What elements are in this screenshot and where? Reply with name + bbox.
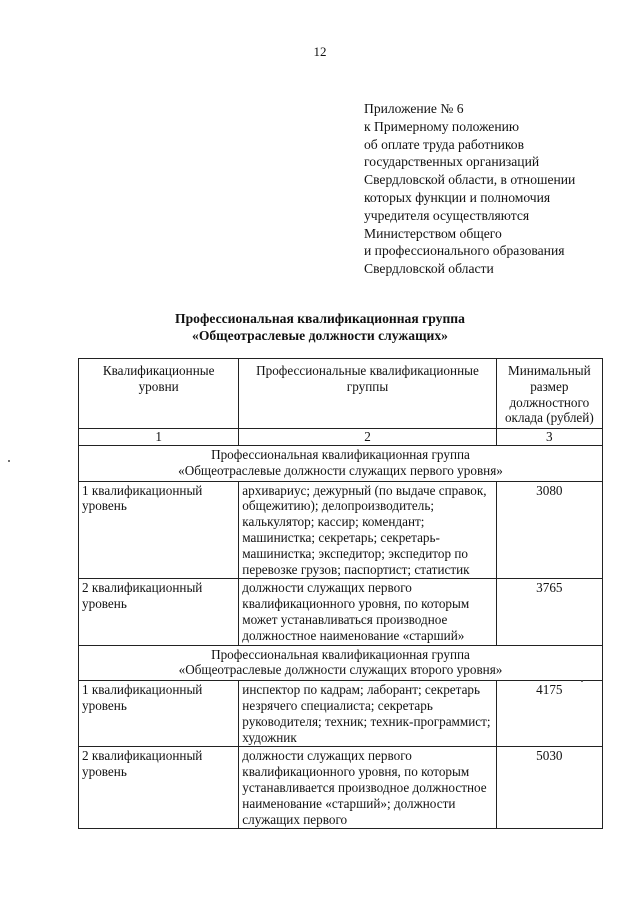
column-number: 1 [79, 429, 239, 446]
group-title-line: «Общеотраслевые должности служащих первого уровня» [178, 462, 503, 478]
appendix-line: Министерством общего [364, 225, 502, 241]
header-levels: Квалификационные уровни [79, 359, 239, 429]
page-number: 12 [313, 44, 327, 59]
level-cell: 2 квалификационный уровень [79, 579, 239, 645]
table-row [79, 681, 603, 747]
positions-cell: должности служащих первого квалификационного уровня, по которым может устанавливаться производное должностное наименование «старший» [239, 579, 496, 645]
group-header-row [79, 445, 603, 481]
appendix-line: об оплате труда работников [364, 136, 525, 152]
column-number: 3 [496, 429, 602, 446]
appendix-block [364, 100, 624, 278]
header-salary: Минимальный размер должностного оклада (рублей) [496, 359, 602, 429]
group-title [79, 645, 603, 681]
salary-cell: 3765 [496, 579, 602, 645]
positions-cell: архивариус; дежурный (по выдаче справок, общежитию); делопроизводитель; калькулятор; кассир; комендант; машинистка; секретарь; секретарь-машинистка; экспедитор; экспедитор по перевозке грузов; паспортист; статистик [239, 481, 496, 579]
table-row [79, 579, 603, 645]
salary-cell: 5030 [496, 747, 602, 829]
level-cell: 2 квалификационный уровень [79, 747, 239, 829]
level-cell: 1 квалификационный уровень [79, 481, 239, 579]
salary-table [78, 358, 603, 829]
scan-speck [8, 460, 10, 462]
appendix-line: Свердловской области, в отношении [364, 172, 576, 188]
column-number-row [79, 429, 603, 446]
group-title [79, 445, 603, 481]
level-cell: 1 квалификационный уровень [79, 681, 239, 747]
table-row [79, 747, 603, 829]
appendix-line: Приложение № 6 [364, 101, 464, 116]
appendix-line: государственных организаций [364, 154, 540, 170]
title-line: Профессиональная квалификационная группа [175, 311, 465, 326]
scan-speck [581, 680, 583, 682]
group-header-row [79, 645, 603, 681]
appendix-line: Свердловской области [364, 261, 494, 277]
table-header-row [79, 359, 603, 429]
appendix-line: которых функции и полномочия [364, 189, 551, 205]
salary-cell: 4175 [496, 681, 602, 747]
positions-cell: инспектор по кадрам; лаборант; секретарь незрячего специалиста; секретарь руководителя; техник; техник-программист; художник [239, 681, 496, 747]
appendix-line: к Примерному положению [364, 118, 520, 134]
salary-cell: 3080 [496, 481, 602, 579]
group-title-line: Профессиональная квалификационная группа [211, 646, 470, 662]
column-number: 2 [239, 429, 496, 446]
header-groups: Профессиональные квалификационные группы [239, 359, 496, 429]
positions-cell: должности служащих первого квалификационного уровня, по которым устанавливается производное должностное наименование «старший»; должности служащих первого [239, 747, 496, 829]
table-row [79, 481, 603, 579]
document-title [0, 310, 640, 344]
group-title-line: «Общеотраслевые должности служащих второго уровня» [178, 662, 503, 678]
appendix-line: учредителя осуществляются [364, 207, 530, 223]
appendix-line: и профессионального образования [364, 243, 565, 259]
title-line: «Общеотраслевые должности служащих» [192, 328, 448, 343]
group-title-line: Профессиональная квалификационная группа [211, 446, 470, 462]
